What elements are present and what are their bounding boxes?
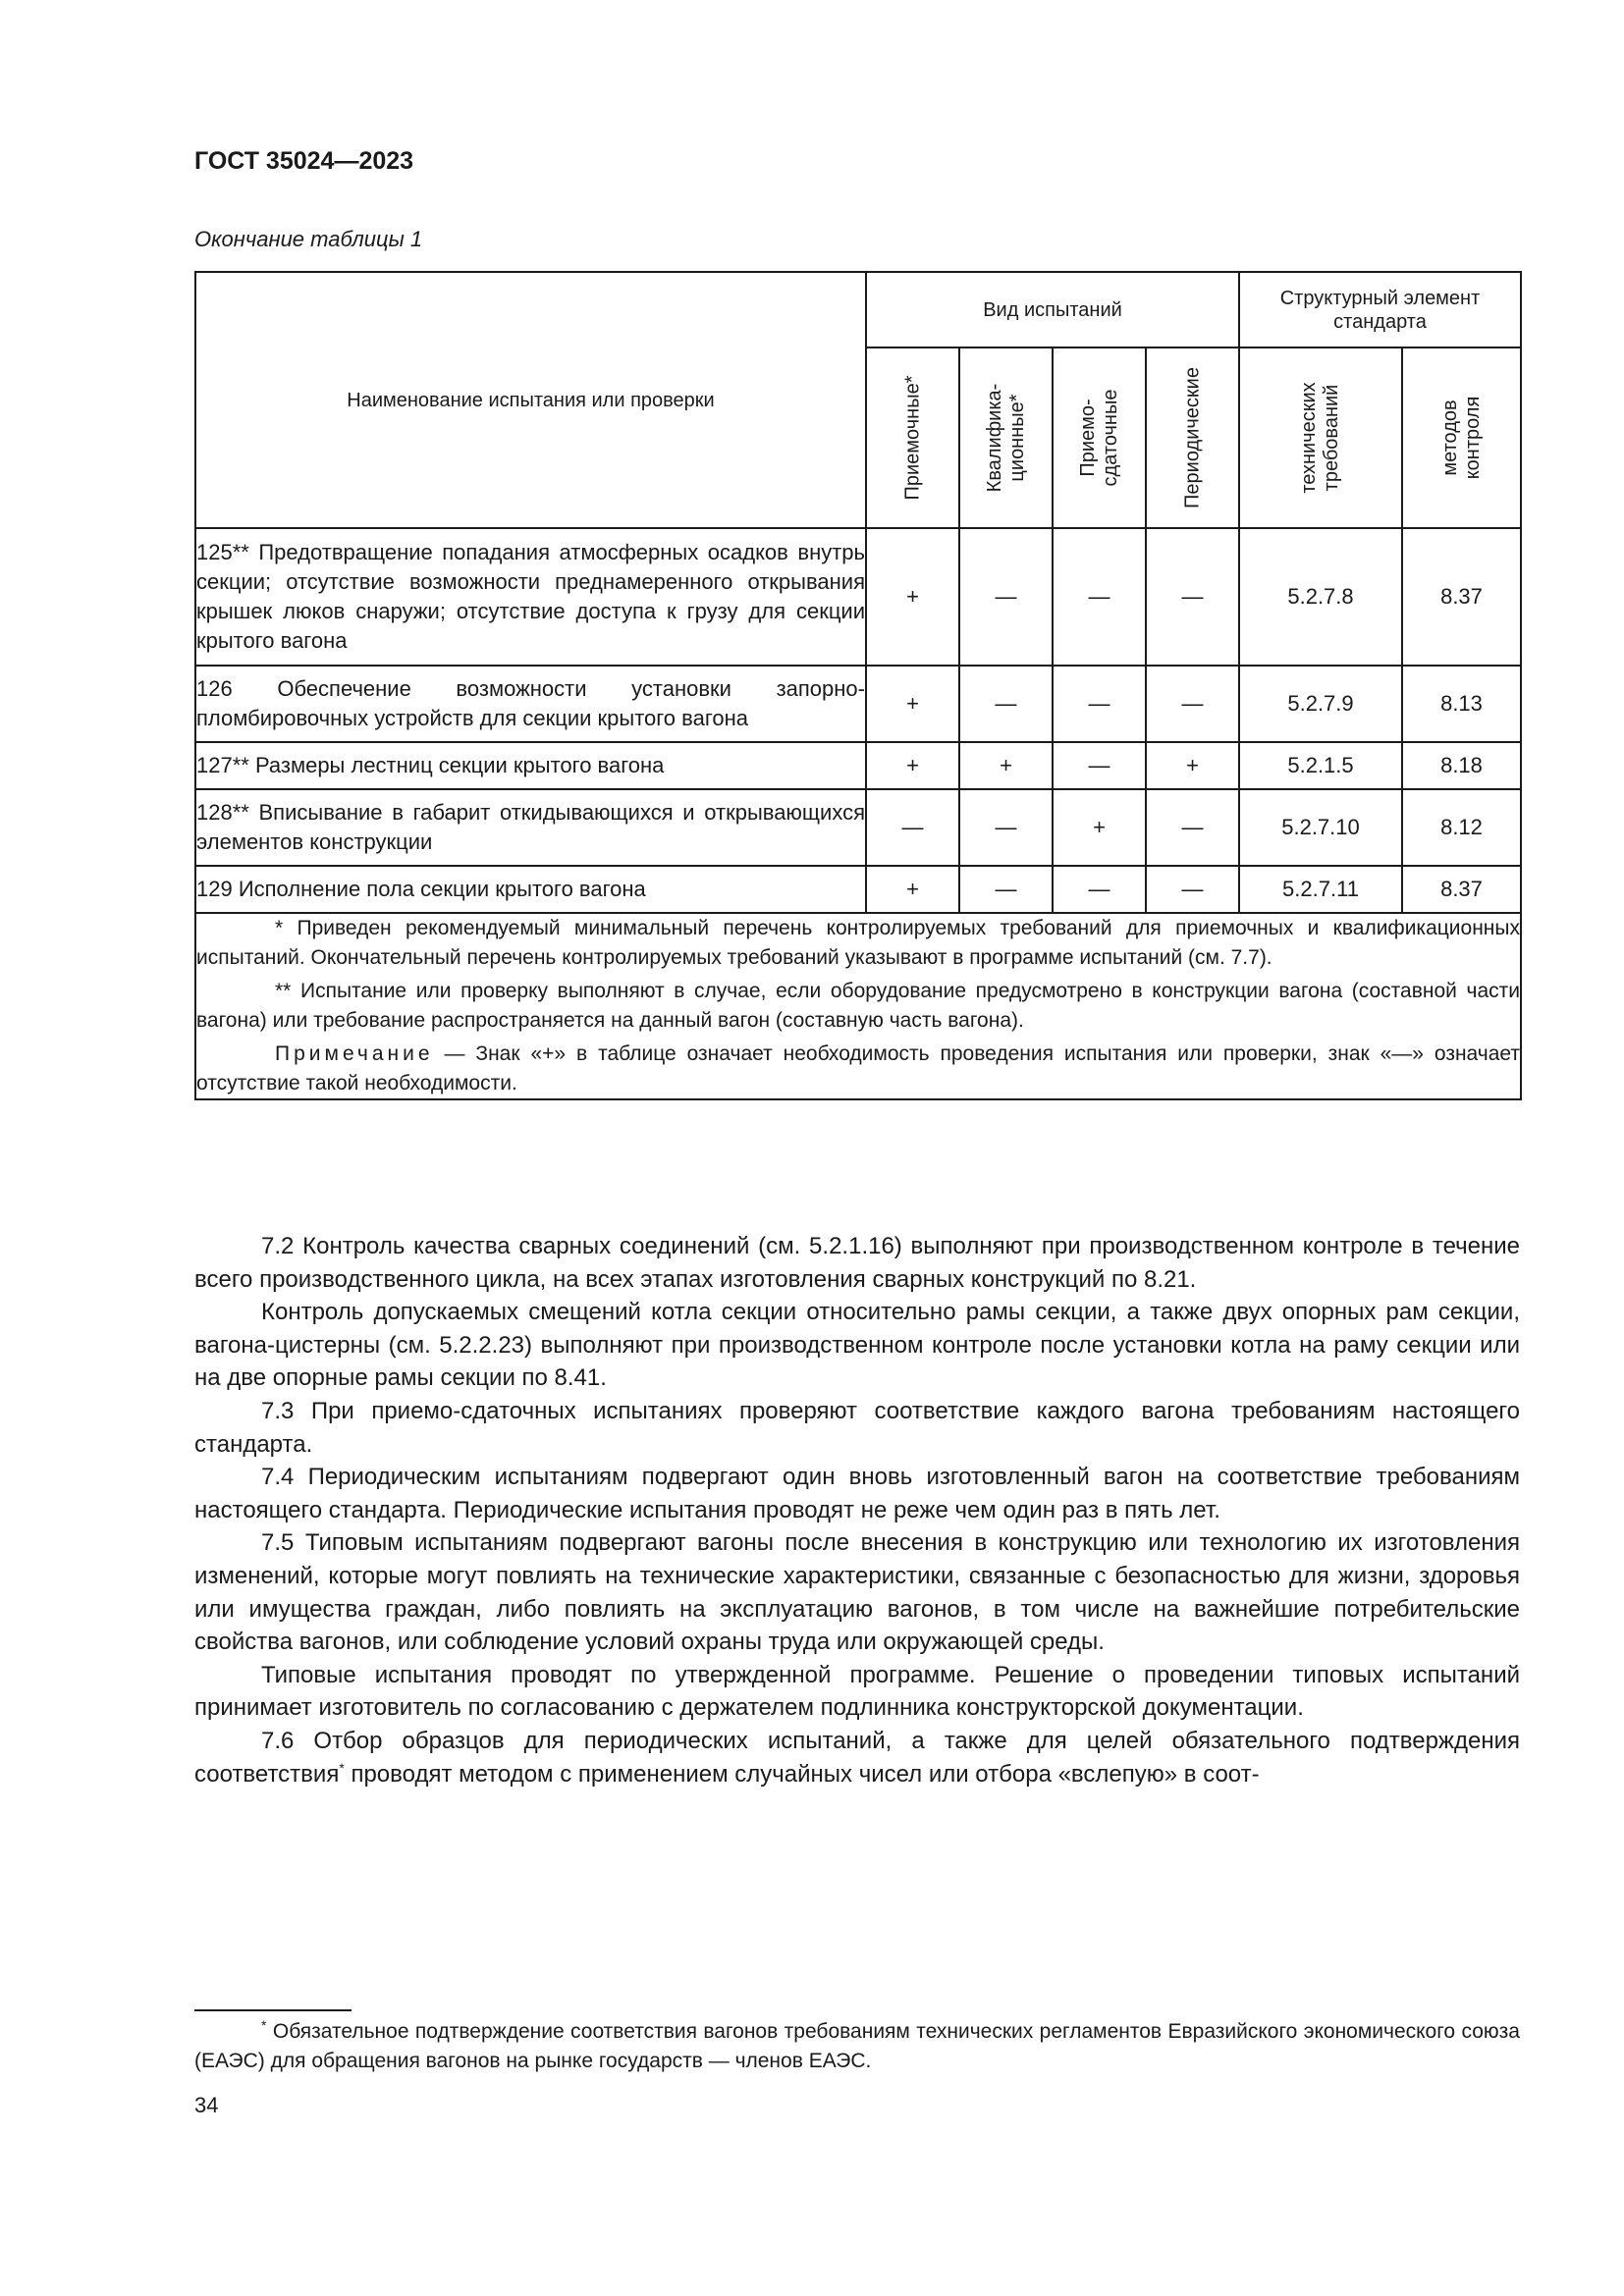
cell-tech-requirement: 5.2.7.11	[1239, 866, 1402, 913]
paragraph-7-5: 7.5 Типовым испытаниям подвергают вагоны после внесения в конструкцию или технологию их изготовления изменений, которые могут повлиять на технические характеристики, связанные с безопасностью для жизни, здоровья или имущества граждан, либо повлиять на эксплуатацию вагонов, в том числе на важнейшие потребительские свойства вагонов, или соблюдение условий охраны труда или окружающей среды.	[194, 1529, 1520, 1656]
document-header: ГОСТ 35024—2023	[194, 147, 414, 175]
footnote-reference: *	[339, 1759, 345, 1776]
row-name: 129 Исполнение пола секции крытого вагона	[195, 866, 866, 913]
tech-requirements-line1: технических	[1298, 382, 1320, 494]
paragraph-7-4: 7.4 Периодическим испытаниям подвергают один вновь изготовленный вагон на соответствие требованиям настоящего стандарта. Периодические испытания проводят не реже чем один раз в пять лет.	[194, 1464, 1520, 1523]
paragraph-7-6-part1: 7.6 Отбор образцов для периодических испытаний, а также для целей обязательного подтверждения соответствия	[194, 1727, 1520, 1788]
control-methods-line2: контроля	[1461, 396, 1484, 480]
page-number: 34	[194, 2093, 219, 2117]
table-caption: Окончание таблицы 1	[194, 227, 423, 251]
row-name: 126 Обеспечение возможности установки запорно-пломбировочных устройств для секции крытого вагона	[195, 666, 866, 742]
qualification-label	[984, 384, 1029, 493]
paragraph-7-5-continued: Типовые испытания проводят по утвержденной программе. Решение о проведении типовых испытаний принимает изготовитель по согласованию с держателем подлинника конструкторской документации.	[194, 1661, 1520, 1722]
table-row	[195, 866, 1521, 913]
cell-periodic: —	[1146, 666, 1239, 742]
cell-acceptance: +	[866, 742, 959, 789]
table-row	[195, 789, 1521, 866]
cell-qualification: +	[959, 742, 1053, 789]
cell-qualification: —	[959, 866, 1053, 913]
table-note-1: * Приведен рекомендуемый минимальный перечень контролируемых требований для приемочных и квалификационных испытаний. Окончательный перечень контролируемых требований указывают в программе испытаний (см. 7.7).	[196, 917, 1520, 969]
delivery-label	[1077, 390, 1122, 487]
cell-acceptance: +	[866, 528, 959, 666]
body-text	[194, 1230, 1520, 1790]
cell-periodic: —	[1146, 789, 1239, 866]
cell-control-method: 8.37	[1402, 528, 1521, 666]
footnote-mark: *	[261, 2017, 267, 2033]
tech-requirements-line2: требований	[1321, 384, 1342, 492]
cell-delivery: +	[1053, 789, 1146, 866]
column-header-control-methods	[1402, 347, 1521, 528]
acceptance-label: Приемочные*	[901, 375, 923, 501]
cell-acceptance: +	[866, 666, 959, 742]
note-label: Примечание	[275, 1042, 434, 1065]
periodic-label: Периодические	[1181, 367, 1203, 508]
tech-requirements-label	[1298, 382, 1343, 493]
cell-periodic: —	[1146, 866, 1239, 913]
cell-acceptance: +	[866, 866, 959, 913]
column-header-test-type: Вид испытаний	[866, 272, 1239, 347]
column-header-structural-element: Структурный элемент стандарта	[1239, 272, 1521, 347]
column-header-tech-requirements	[1239, 347, 1402, 528]
table-notes	[195, 913, 1521, 1099]
column-header-qualification	[959, 347, 1053, 528]
cell-qualification: —	[959, 528, 1053, 666]
footnote-text: Обязательное подтверждение соответствия вагонов требованиям технических регламентов Евразийского экономического союза (ЕАЭС) для обращения вагонов на рынке государств — членов ЕАЭС.	[194, 2020, 1520, 2072]
table-row	[195, 742, 1521, 789]
table-row	[195, 528, 1521, 666]
cell-qualification: —	[959, 789, 1053, 866]
paragraph-7-6-part2: проводят методом с применением случайных чисел или отбора «вслепую» в соот-	[344, 1760, 1260, 1788]
tests-table	[194, 271, 1522, 1100]
delivery-label-line1: Приемо-	[1076, 399, 1099, 477]
cell-tech-requirement: 5.2.7.10	[1239, 789, 1402, 866]
cell-control-method: 8.37	[1402, 866, 1521, 913]
cell-delivery: —	[1053, 742, 1146, 789]
cell-control-method: 8.13	[1402, 666, 1521, 742]
cell-tech-requirement: 5.2.1.5	[1239, 742, 1402, 789]
footnote	[194, 2017, 1520, 2076]
footnote-divider	[194, 2009, 352, 2011]
column-header-periodic	[1146, 347, 1239, 528]
control-methods-line1: методов	[1438, 400, 1461, 476]
note-text: — Знак «+» в таблице означает необходимость проведения испытания или проверки, знак «—» означает отсутствие такой необходимости.	[196, 1042, 1520, 1095]
column-header-delivery	[1053, 347, 1146, 528]
cell-periodic: +	[1146, 742, 1239, 789]
column-header-acceptance	[866, 347, 959, 528]
row-name: 127** Размеры лестниц секции крытого вагона	[195, 742, 866, 789]
cell-qualification: —	[959, 666, 1053, 742]
column-header-name: Наименование испытания или проверки	[195, 272, 866, 528]
cell-delivery: —	[1053, 528, 1146, 666]
qualification-label-line1: Квалифика-	[983, 383, 1005, 493]
paragraph-7-2-continued: Контроль допускаемых смещений котла секции относительно рамы секции, а также двух опорных рам секции, вагона-цистерны (см. 5.2.2.23) выполняют при производственном контроле после установки котла на раму секции или на две опорные рамы секции по 8.41.	[194, 1299, 1520, 1392]
row-name: 128** Вписывание в габарит откидывающихся и открывающихся элементов конструкции	[195, 789, 866, 866]
table-note-2: ** Испытание или проверку выполняют в случае, если оборудование предусмотрено в конструкции вагона (составной части вагона) или требование распространяется на данный вагон (составную часть вагона).	[196, 980, 1520, 1032]
cell-tech-requirement: 5.2.7.8	[1239, 528, 1402, 666]
paragraph-7-3: 7.3 При приемо-сдаточных испытаниях проверяют соответствие каждого вагона требованиям настоящего стандарта.	[194, 1397, 1520, 1458]
delivery-label-line2: сдаточные	[1099, 389, 1121, 487]
cell-delivery: —	[1053, 866, 1146, 913]
paragraph-7-2: 7.2 Контроль качества сварных соединений (см. 5.2.1.16) выполняют при производственном контроле в течение всего производственного цикла, на всех этапах изготовления сварных конструкций по 8.21.	[194, 1233, 1520, 1293]
cell-acceptance: —	[866, 789, 959, 866]
cell-delivery: —	[1053, 666, 1146, 742]
control-methods-label	[1439, 397, 1485, 480]
cell-tech-requirement: 5.2.7.9	[1239, 666, 1402, 742]
table-row	[195, 666, 1521, 742]
qualification-label-line2: ционные*	[1005, 394, 1028, 482]
table-notes-row	[195, 913, 1521, 1099]
table-note-3	[196, 1040, 1520, 1098]
cell-periodic: —	[1146, 528, 1239, 666]
row-name: 125** Предотвращение попадания атмосферных осадков внутрь секции; отсутствие возможности преднамеренного открывания крышек люков снаружи; отсутствие доступа к грузу для секции крытого вагона	[195, 528, 866, 666]
paragraph-7-6	[194, 1725, 1520, 1790]
cell-control-method: 8.18	[1402, 742, 1521, 789]
cell-control-method: 8.12	[1402, 789, 1521, 866]
